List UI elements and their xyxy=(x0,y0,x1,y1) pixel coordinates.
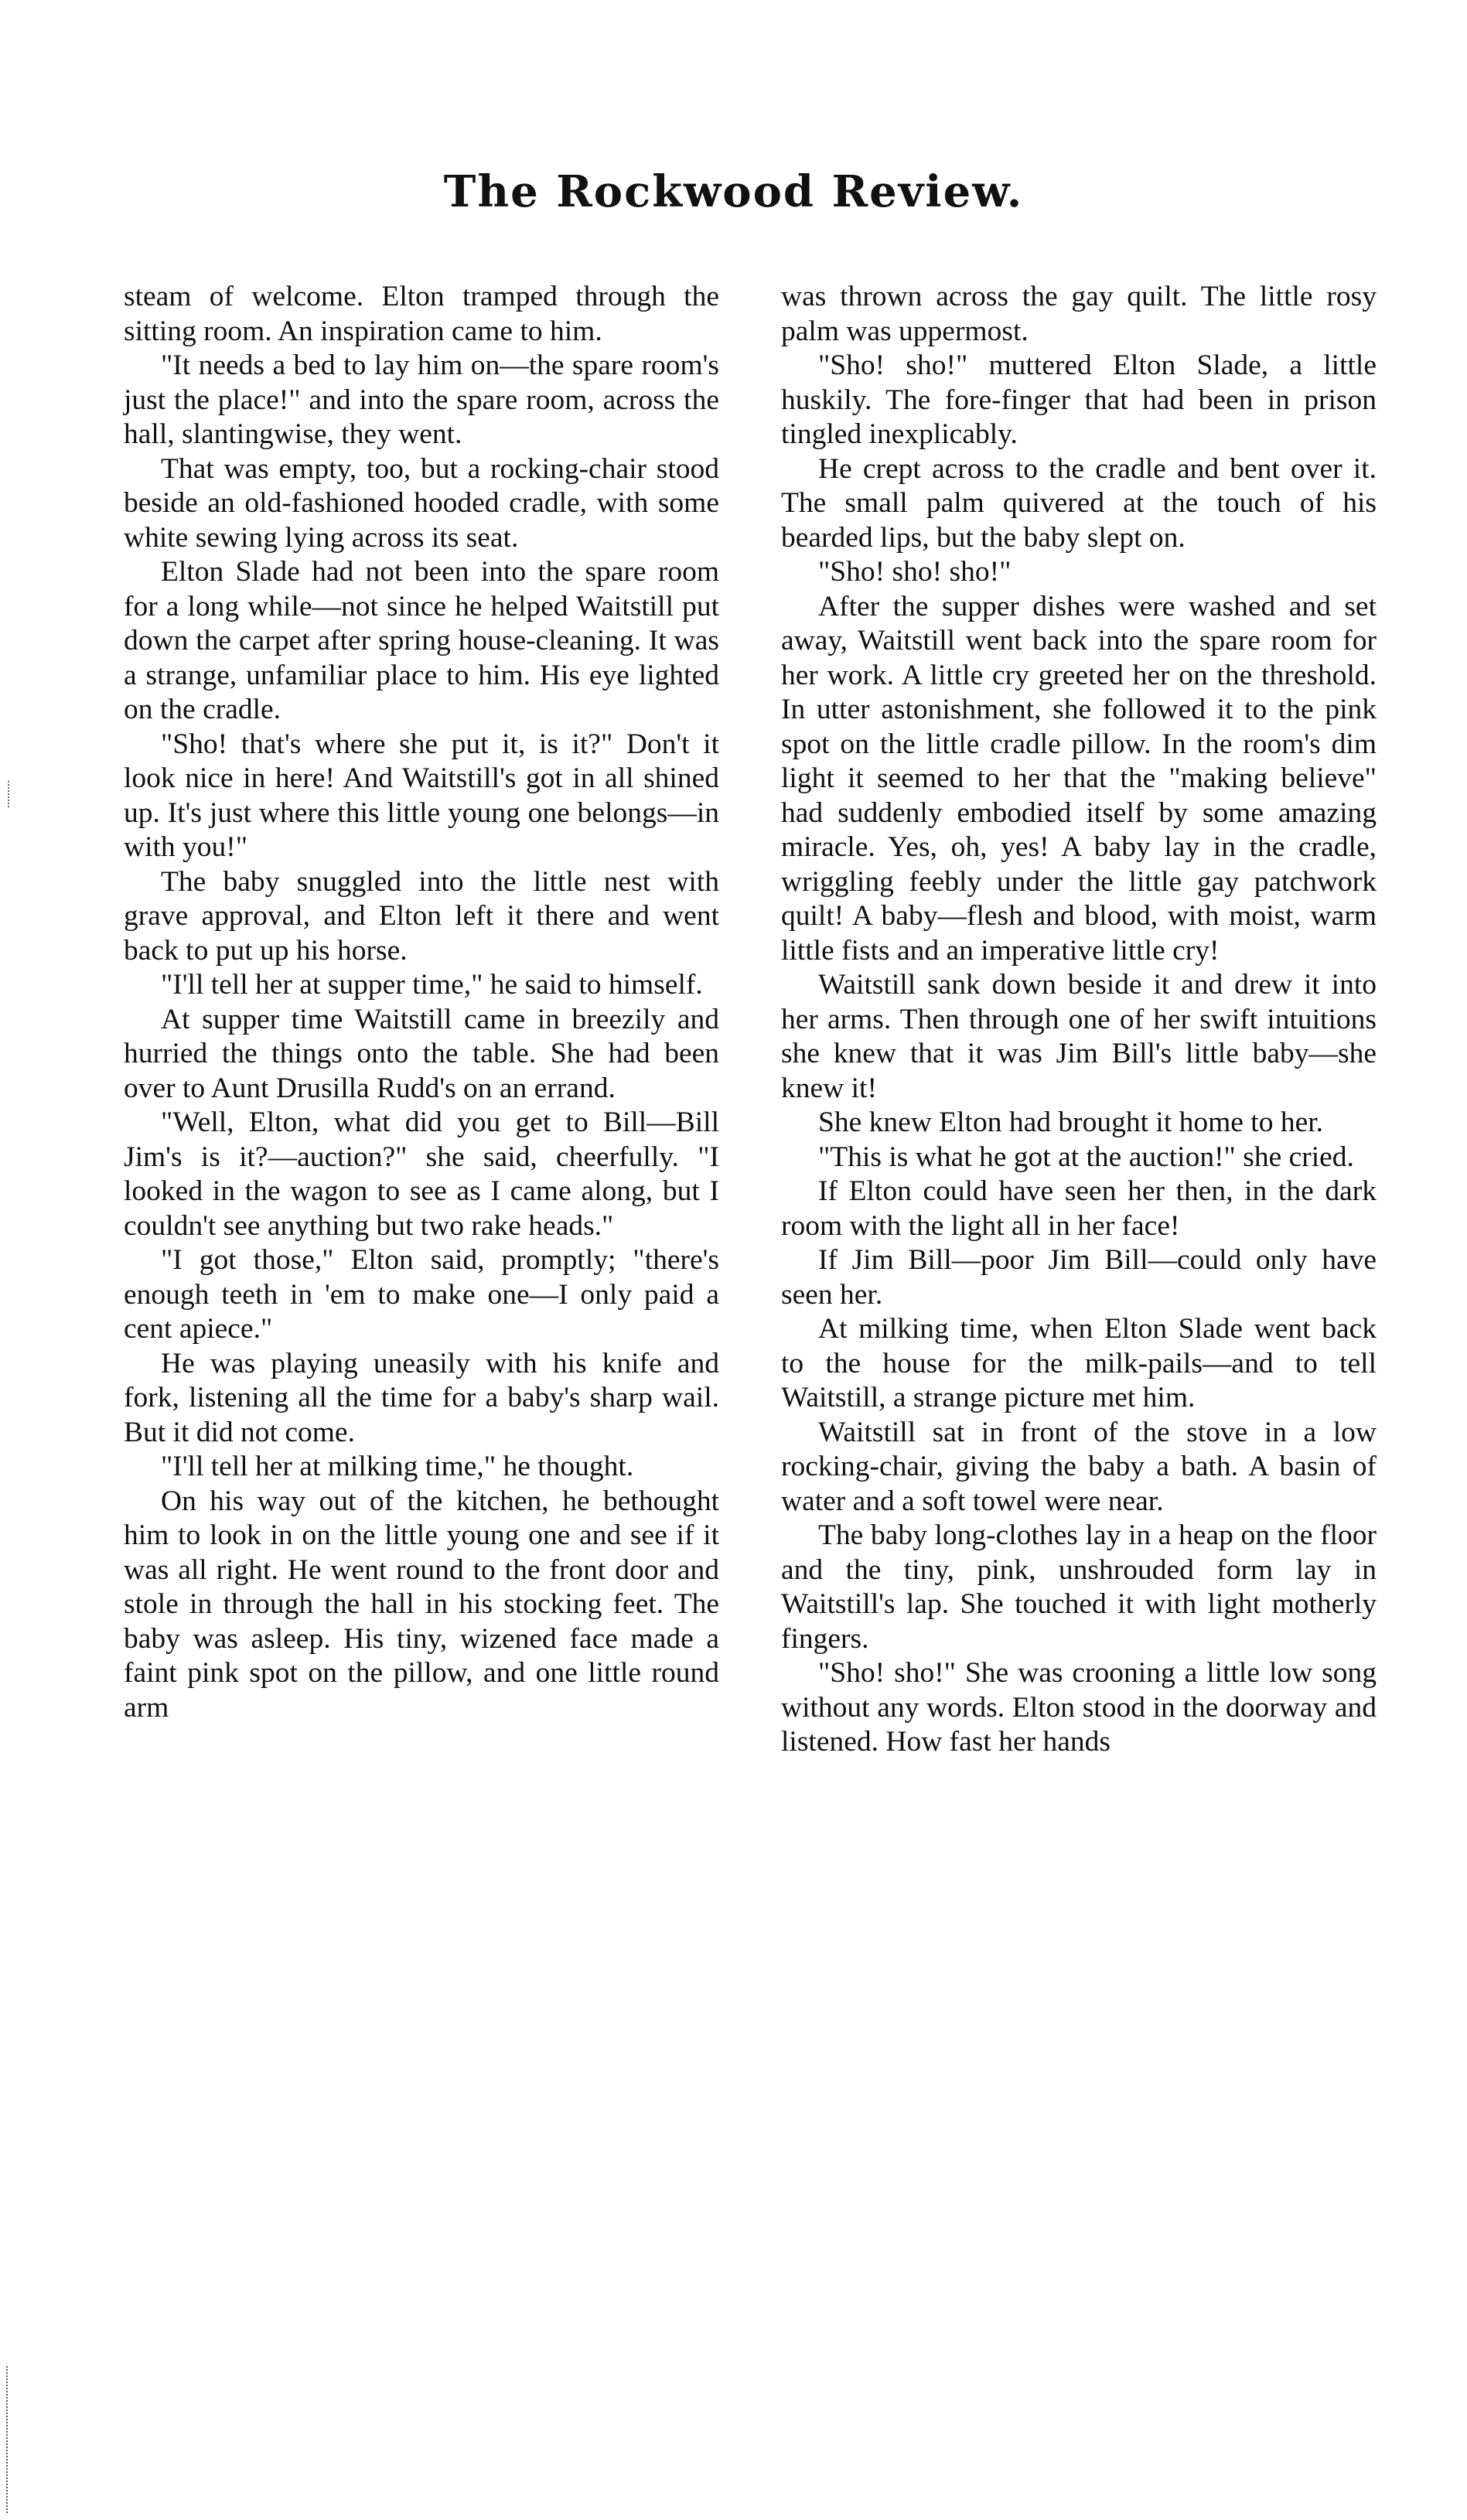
paragraph: steam of welcome. Elton tramped through the sitting room. An inspiration came to him. xyxy=(124,281,719,347)
scan-margin-mark xyxy=(8,781,11,807)
paragraph: He crept across to the cradle and bent over it. The small palm quivered at the touch of his bearded lips, but the baby slept on. xyxy=(781,452,1377,554)
paragraph: The baby snuggled into the little nest with grave approval, and Elton left it there and went back to put up his horse. xyxy=(124,865,719,967)
paragraph: "Sho! sho!" muttered Elton Slade, a little huskily. The fore-finger that had been in prison tingled inexplicably. xyxy=(781,350,1377,450)
paragraph: "This is what he got at the auction!" she cried. xyxy=(818,1141,1354,1173)
paragraph: At milking time, when Elton Slade went back to the house for the milk-pails—and to tell Waitstill, a strange picture met him. xyxy=(781,1313,1377,1413)
paragraph: "Sho! sho! sho!" xyxy=(818,556,1012,588)
paragraph: After the supper dishes were washed and set away, Waitstill went back into the spare room for her work. A little cry greeted her on the threshold. In utter astonishment, she followed it to the pink spot on the little cradle pillow. In the room's dim light it seemed to her that the "making believe" had suddenly embodied itself by some amazing miracle. Yes, oh, yes! A baby lay in the cradle, wriggling feebly under the little gay patchwork quilt! A baby—flesh and blood, with moist, warm little fists and an imperative little cry! xyxy=(781,590,1377,967)
paragraph: "I'll tell her at supper time," he said to himself. xyxy=(161,969,703,1001)
paragraph: "I got those," Elton said, promptly; "there's enough teeth in 'em to make one—I only paid a cent apiece." xyxy=(124,1244,719,1345)
paragraph: She knew Elton had brought it home to her. xyxy=(818,1107,1324,1138)
paragraph: Elton Slade had not been into the spare room for a long while—not since he helped Waitstill put down the carpet after spring house-cleaning. It was a strange, unfamiliar place to him. His eye lighted on the cradle. xyxy=(124,556,719,725)
paragraph: The baby long-clothes lay in a heap on the floor and the tiny, pink, unshrouded form lay in Waitstill's lap. She touched it with light motherly fingers. xyxy=(781,1519,1377,1655)
right-column xyxy=(781,280,1377,1760)
paragraph: If Elton could have seen her then, in the dark room with the light all in her face! xyxy=(781,1175,1377,1242)
paragraph: "Sho! sho!" She was crooning a little low song without any words. Elton stood in the doorway and listened. How fast her hands xyxy=(781,1657,1377,1758)
page-header-title: The Rockwood Review. xyxy=(443,166,1024,217)
paragraph: "Sho! that's where she put it, is it?" Don't it look nice in here! And Waitstill's got in all shined up. It's just where this little young one belongs—in with you!" xyxy=(124,728,719,863)
left-column xyxy=(124,280,719,1725)
paragraph: "Well, Elton, what did you get to Bill—Bill Jim's is it?—auction?" she said, cheerfully. "I looked in the wagon to see as I came along, but I couldn't see anything but two rake heads." xyxy=(124,1107,719,1242)
paragraph: At supper time Waitstill came in breezily and hurried the things onto the table. She had been over to Aunt Drusilla Rudd's on an errand. xyxy=(124,1003,719,1104)
paragraph: "It needs a bed to lay him on—the spare room's just the place!" and into the spare room, across the hall, slantingwise, they went. xyxy=(124,350,719,450)
paragraph: was thrown across the gay quilt. The little rosy palm was uppermost. xyxy=(781,281,1377,347)
paragraph: If Jim Bill—poor Jim Bill—could only have seen her. xyxy=(781,1244,1377,1311)
paragraph: "I'll tell her at milking time," he thought. xyxy=(161,1451,634,1482)
scan-margin-mark xyxy=(6,2366,17,2513)
paragraph: He was playing uneasily with his knife and fork, listening all the time for a baby's sharp wail. But it did not come. xyxy=(124,1347,719,1448)
paragraph: On his way out of the kitchen, he bethought him to look in on the little young one and see if it was all right. He went round to the front door and stole in through the hall in his stocking feet. The baby was asleep. His tiny, wizened face made a faint pink spot on the pillow, and one little round arm xyxy=(124,1485,719,1724)
paragraph: That was empty, too, but a rocking-chair stood beside an old-fashioned hooded cradle, with some white sewing lying across its seat. xyxy=(124,452,719,554)
paragraph: Waitstill sank down beside it and drew it into her arms. Then through one of her swift intuitions she knew that it was Jim Bill's little baby—she knew it! xyxy=(781,969,1377,1104)
paragraph: Waitstill sat in front of the stove in a low rocking-chair, giving the baby a bath. A basin of water and a soft towel were near. xyxy=(781,1416,1377,1517)
